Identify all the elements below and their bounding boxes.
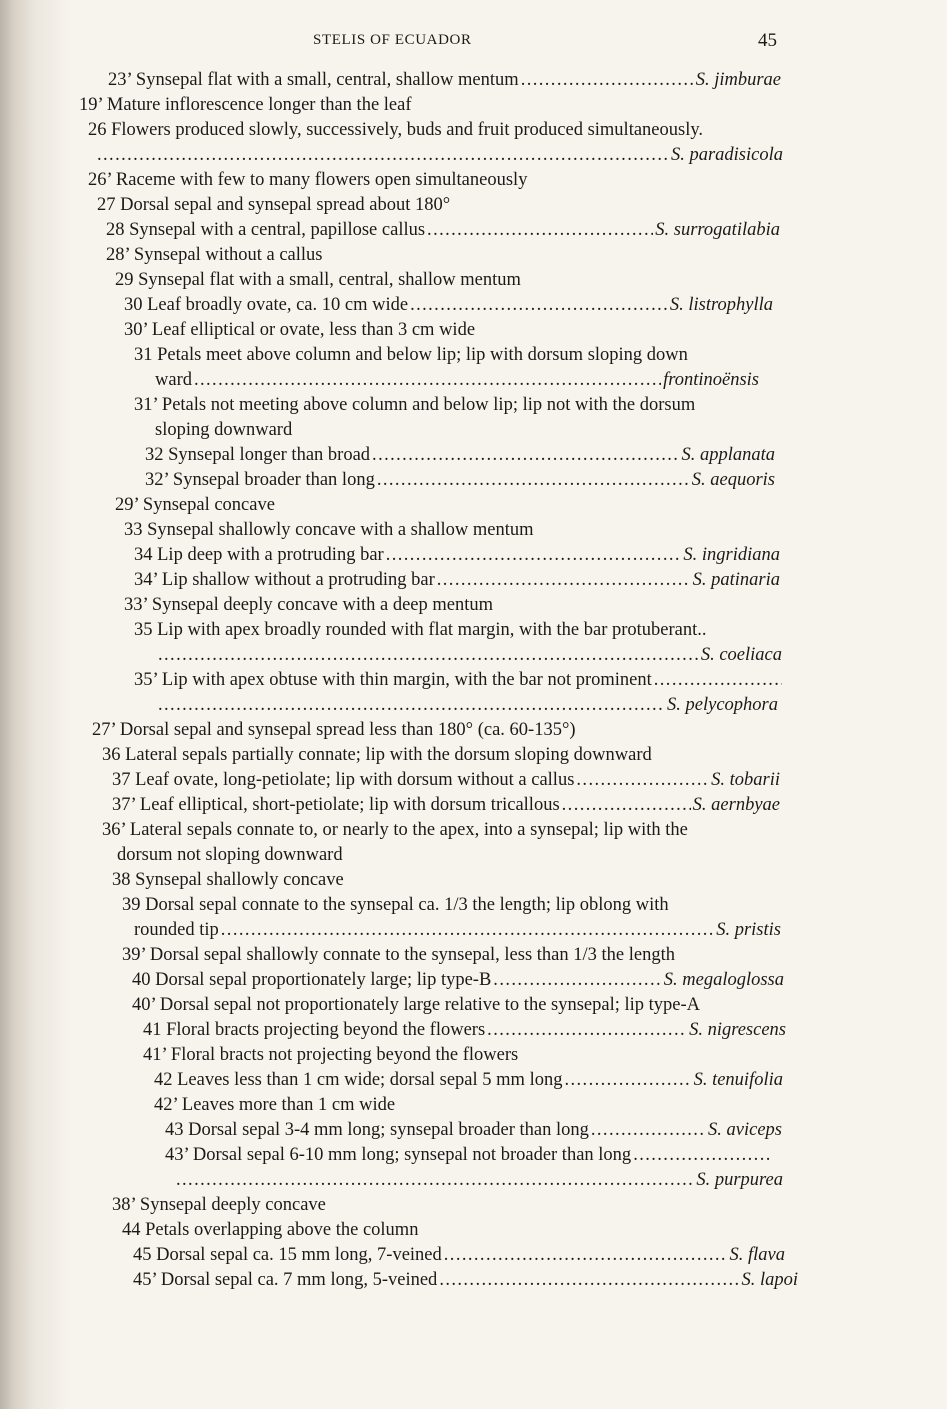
couplet-text: 36’ Lateral sepals connate to, or nearly to the apex, into a synsepal; lip with the [102, 820, 688, 840]
couplet-text: 28 Synsepal with a central, papillose callus [106, 220, 426, 240]
couplet-text: dorsum not sloping downward [117, 845, 343, 865]
couplet-text: 29’ Synsepal concave [115, 495, 275, 515]
taxon-name: S. aequoris [691, 470, 775, 490]
taxon-name: S. purpurea [696, 1170, 783, 1190]
couplet-text: 34’ Lip shallow without a protruding bar [134, 570, 435, 590]
taxon-name: S. ingridiana [683, 545, 780, 565]
couplet-text: 29 Synsepal flat with a small, central, shallow mentum [115, 270, 521, 290]
taxon-name: S. coeliaca [700, 645, 782, 665]
page-number: 45 [758, 30, 777, 51]
taxon-name: S. aernbyae [692, 795, 780, 815]
couplet-text: 30 Leaf broadly ovate, ca. 10 cm wide [124, 295, 409, 315]
key-line [0, 1068, 783, 1093]
couplet-text: 38 Synsepal shallowly concave [112, 870, 344, 890]
leader-dots [97, 143, 669, 168]
leader-dots [158, 643, 699, 668]
key-line [0, 268, 947, 293]
key-line [0, 1018, 786, 1043]
key-line [0, 1043, 947, 1068]
key-line [0, 993, 947, 1018]
leader-dots [437, 568, 691, 593]
leader-dots [564, 1068, 691, 1093]
key-line [0, 468, 775, 493]
key-line [0, 618, 947, 643]
couplet-text: 40’ Dorsal sepal not proportionately large relative to the synsepal; lip type-A [132, 995, 701, 1015]
couplet-text: 31’ Petals not meeting above column and below lip; lip not with the dorsum [134, 395, 696, 415]
couplet-text: 32 Synsepal longer than broad [145, 445, 371, 465]
key-line [0, 368, 759, 393]
couplet-text: 36 Lateral sepals partially connate; lip with the dorsum sloping downward [102, 745, 652, 765]
taxon-name: S. pristis [716, 920, 781, 940]
key-line [0, 1118, 782, 1143]
key-line [0, 593, 947, 618]
key-line [0, 568, 780, 593]
key-line [0, 918, 781, 943]
key-line [0, 943, 947, 968]
couplet-text: 41’ Floral bracts not projecting beyond the flowers [143, 1045, 519, 1065]
key-line [0, 443, 775, 468]
couplet-text: 19’ Mature inflorescence longer than the leaf [79, 95, 412, 115]
couplet-text: 31 Petals meet above column and below lip; lip with dorsum sloping down [134, 345, 688, 365]
key-line [0, 543, 780, 568]
key-line [0, 343, 947, 368]
key-line [0, 143, 783, 168]
key-line [0, 743, 947, 768]
key-line [0, 643, 782, 668]
leader-dots [427, 218, 653, 243]
key-line [0, 393, 947, 418]
taxon-name: S. surrogatilabia [655, 220, 780, 240]
couplet-text: 37’ Leaf elliptical, short-petiolate; lip with dorsum tricallous [112, 795, 560, 815]
key-line [0, 118, 947, 143]
taxon-name: S. aviceps [708, 1120, 782, 1140]
leader-dots [386, 543, 682, 568]
key-line [0, 868, 947, 893]
couplet-text: 35’ Lip with apex obtuse with thin margin, with the bar not prominent [134, 670, 652, 690]
key-line [0, 193, 947, 218]
key-line [0, 1093, 947, 1118]
key-line [0, 68, 781, 93]
key-line [0, 793, 780, 818]
couplet-text: 26 Flowers produced slowly, successively, buds and fruit produced simultaneously. [88, 120, 704, 140]
couplet-text: 37 Leaf ovate, long-petiolate; lip with dorsum without a callus [112, 770, 575, 790]
couplet-text: 42 Leaves less than 1 cm wide; dorsal sepal 5 mm long [154, 1070, 563, 1090]
leader-dots [194, 368, 661, 393]
leader-dots [487, 1018, 687, 1043]
running-title: STELIS OF ECUADOR [313, 32, 472, 48]
taxon-name: S. paradisicola [670, 145, 783, 165]
key-line [0, 1268, 798, 1293]
key-line [0, 168, 947, 193]
taxon-name: S. tenuifolia [693, 1070, 783, 1090]
key-line [0, 693, 778, 718]
couplet-text: 34 Lip deep with a protruding bar [134, 545, 384, 565]
leader-dots [633, 1143, 770, 1168]
couplet-text: 39 Dorsal sepal connate to the synsepal ca. 1/3 the length; lip oblong with [122, 895, 669, 915]
key-line [0, 293, 773, 318]
key-line [0, 968, 784, 993]
taxon-name: S. flava [729, 1245, 785, 1265]
key-line [0, 768, 780, 793]
couplet-text: 32’ Synsepal broader than long [145, 470, 375, 490]
leader-dots [493, 968, 661, 993]
taxon-name: frontinoënsis [663, 370, 759, 390]
leader-dots [439, 1268, 739, 1293]
leader-dots [221, 918, 714, 943]
taxon-name: S. tobarii [711, 770, 780, 790]
key-line [0, 1218, 947, 1243]
key-line [0, 893, 947, 918]
key-line [0, 318, 947, 343]
key-line [0, 718, 947, 743]
couplet-text: 42’ Leaves more than 1 cm wide [154, 1095, 396, 1115]
key-line [0, 493, 947, 518]
key-line [0, 843, 947, 868]
couplet-text: 38’ Synsepal deeply concave [112, 1195, 326, 1215]
couplet-text: 27 Dorsal sepal and synsepal spread about 180° [97, 195, 451, 215]
taxon-name: S. jimburae [695, 70, 781, 90]
couplet-text: 43’ Dorsal sepal 6-10 mm long; synsepal not broader than long [165, 1145, 632, 1165]
couplet-text: 33 Synsepal shallowly concave with a shallow mentum [124, 520, 534, 540]
couplet-text: 27’ Dorsal sepal and synsepal spread less than 180° (ca. 60-135°) [92, 720, 576, 740]
couplet-text: 39’ Dorsal sepal shallowly connate to the synsepal, less than 1/3 the length [122, 945, 675, 965]
leader-dots [372, 443, 679, 468]
leader-dots [591, 1118, 706, 1143]
key-line [0, 218, 780, 243]
leader-dots [158, 693, 665, 718]
taxon-name: S. patinaria [692, 570, 780, 590]
key-line [0, 818, 947, 843]
couplet-text: sloping downward [155, 420, 293, 440]
couplet-text: ward [155, 370, 192, 390]
taxon-name: S. pelycophora [667, 695, 778, 715]
couplet-text: 43 Dorsal sepal 3-4 mm long; synsepal broader than long [165, 1120, 589, 1140]
key-line [0, 668, 784, 693]
couplet-text: 45 Dorsal sepal ca. 15 mm long, 7-veined [133, 1245, 442, 1265]
couplet-text: 44 Petals overlapping above the column [122, 1220, 419, 1240]
taxon-name: S. listrophylla [669, 295, 773, 315]
taxon-name: S. lapoi [741, 1270, 798, 1290]
page-header [0, 32, 947, 56]
couplet-text: 26’ Raceme with few to many flowers open simultaneously [88, 170, 528, 190]
leader-dots [521, 68, 694, 93]
leader-dots [654, 668, 782, 693]
couplet-text: 28’ Synsepal without a callus [106, 245, 323, 265]
leader-dots [377, 468, 690, 493]
key-line [0, 1168, 783, 1193]
key-line [0, 243, 947, 268]
leader-dots [444, 1243, 728, 1268]
couplet-text: 35 Lip with apex broadly rounded with flat margin, with the bar protuberant.. [134, 620, 707, 640]
key-line [0, 418, 947, 443]
taxon-name: S. applanata [681, 445, 775, 465]
couplet-text: 30’ Leaf elliptical or ovate, less than 3 cm wide [124, 320, 476, 340]
couplet-text: 40 Dorsal sepal proportionately large; lip type-B [132, 970, 492, 990]
taxon-name: S. nigrescens [689, 1020, 786, 1040]
key-line [0, 93, 947, 118]
leader-dots [562, 793, 691, 818]
couplet-text: rounded tip [134, 920, 219, 940]
couplet-text: 33’ Synsepal deeply concave with a deep mentum [124, 595, 494, 615]
key-line [0, 1143, 772, 1168]
couplet-text: 41 Floral bracts projecting beyond the flowers [143, 1020, 486, 1040]
couplet-text: 45’ Dorsal sepal ca. 7 mm long, 5-veined [133, 1270, 438, 1290]
key-line [0, 1243, 785, 1268]
leader-dots [410, 293, 668, 318]
taxon-name: S. megaloglossa [663, 970, 784, 990]
dichotomous-key [0, 68, 947, 1293]
couplet-text: 23’ Synsepal flat with a small, central, shallow mentum [108, 70, 519, 90]
leader-dots [576, 768, 709, 793]
leader-dots [176, 1168, 694, 1193]
key-line [0, 518, 947, 543]
key-line [0, 1193, 947, 1218]
